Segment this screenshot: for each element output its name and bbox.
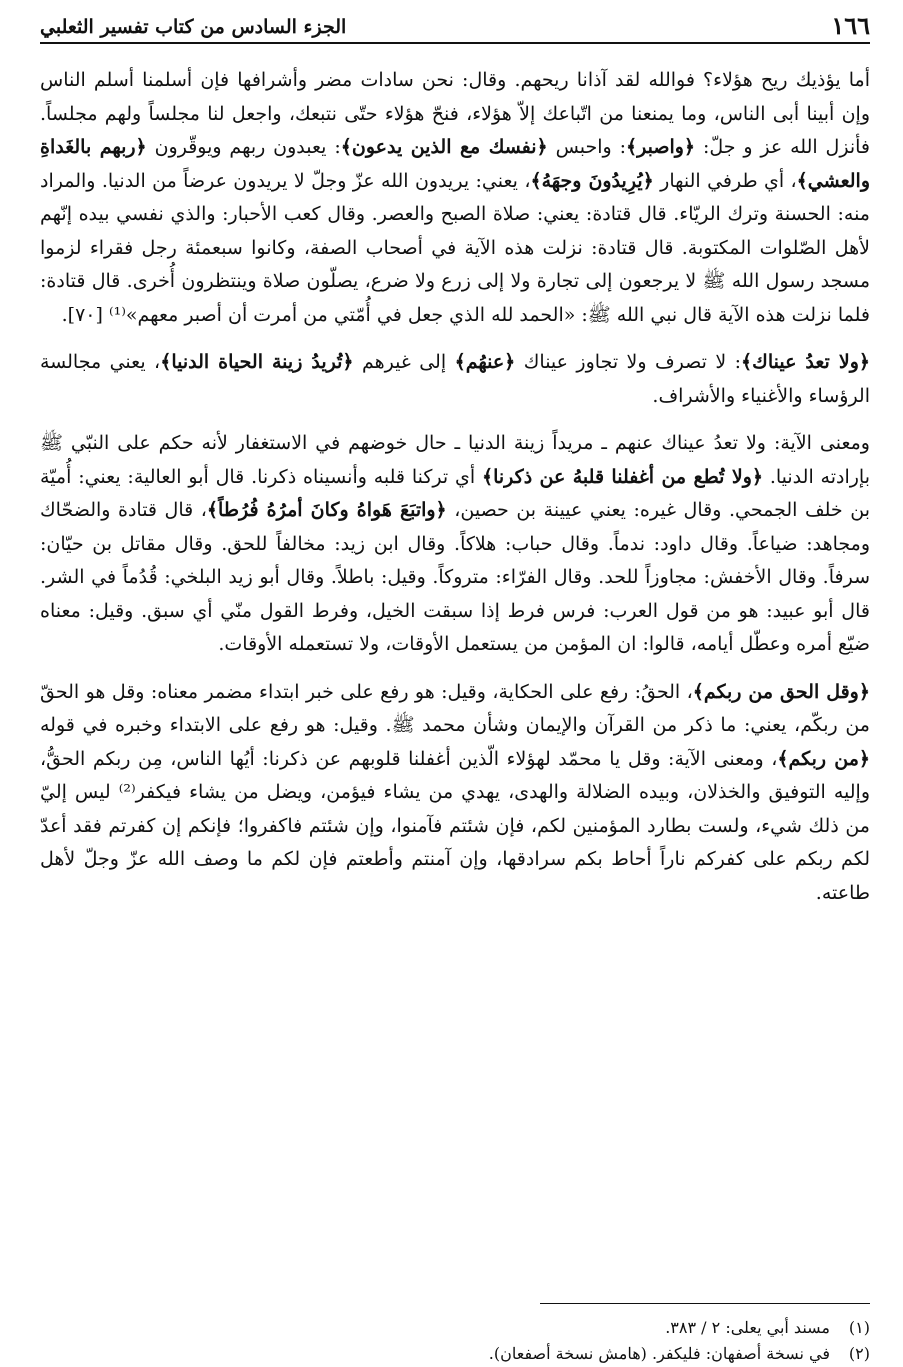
quran-quote: ﴿وقل الحق من ربكم﴾ xyxy=(692,680,870,703)
commentary-text: ، أي طرفي النهار xyxy=(653,169,797,192)
footnote xyxy=(40,1315,870,1341)
quran-quote: ﴿ربهم بالغَداةِ والعشي﴾ xyxy=(40,136,870,192)
running-header xyxy=(40,6,870,40)
commentary-text: أما يؤذيك ريح هؤلاء؟ فوالله لقد آذانا ريحهم. وقال: نحن سادات مضر وأشرافها فإن أسلمنا أسلم الناس وإن أبينا أبى الناس، وما يمنعنا من اتّباعك إلاّ هؤلاء، فنحّ هؤلاء حتّى نتبعك، واجعل لنا مجلساً ولهم مجلساً. فأنزل الله عز و جلّ: xyxy=(40,69,870,158)
quran-quote: ﴿تُريدُ زينة الحياة الدنيا﴾ xyxy=(160,351,354,373)
quran-quote: ﴿يُرِيدُونَ وجهَهُ﴾ xyxy=(530,169,654,192)
commentary-text: ، يعني: يريدون الله عزّ وجلّ لا يريدون عرضاً من الدنيا. والمراد منه: الحسنة وترك الريّاء. قال قتادة: يعني: صلاة الصبح والعصر. وقال كعب الأحبار: والذي نفسي بيده إنّهم لأهل الصّلوات المكتوبة. قال قتادة: نزلت هذه الآية في أصحاب الصفة، وكانوا سبعمئة رجل فقراء لزموا مسجد رسول الله ﷺ لا يرجعون إلى تجارة ولا إلى زرع ولا ضرع، يصلّون صلاة وينتظرون أُخرى. قال قتادة: فلما نزلت هذه الآية قال نبي الله ﷺ: «الحمد لله الذي جعل في أُمّتي من أمرت أن أصبر معهم»⁽¹⁾ [٧٠]. xyxy=(40,169,870,326)
quran-quote: ﴿من ربكم﴾ xyxy=(777,747,871,770)
paragraph xyxy=(40,346,870,413)
commentary-text: ، قال قتادة والضحّاك ومجاهد: ضياعاً. وقال داود: ندماً. وقال حباب: هلاكاً. وقال ابن زيد: مخالفاً للحق. وقال مقاتل بن حيّان: سرفاً. وقال الأخفش: مجاوزاً للحد. وقال الفرّاء: متروكاً. وقيل: باطلاً. وقال أبو زيد البلخي: قُدُماً في الشر. قال أبو عبيد: هو من قول العرب: فرس فرط إذا سبقت الخيل، وفرط القول منّي أي سبق. وقيل: معناه ضيّع أمره وعطّل أيامه، قالوا: ان المؤمن من يستعمل الأوقات، ولا تستعمله الأوقات. xyxy=(40,499,870,655)
header-rule xyxy=(40,42,870,44)
quran-quote: ﴿واتبَعَ هَواهُ وكانَ أمرُهُ فُرُطاً﴾ xyxy=(206,499,447,521)
running-title: الجزء السادس من كتاب تفسير الثعلبي xyxy=(40,16,347,38)
paragraph xyxy=(40,64,870,332)
quran-quote: ﴿واصبر﴾ xyxy=(626,136,696,158)
paragraph xyxy=(40,427,870,662)
quran-quote: ﴿نفسك مع الذين يدعون﴾ xyxy=(340,136,548,158)
footnote-text: في نسخة أصفهان: فليكفر. (هامش نسخة أصفعان). xyxy=(488,1344,830,1363)
book-page xyxy=(40,0,870,1363)
commentary-text: : لا تصرف ولا تجاوز عيناك xyxy=(515,351,742,373)
quran-quote: ﴿ولا تُطع من أغفلنا قلبهُ عن ذكرنا﴾ xyxy=(481,465,764,488)
commentary-text: ومعنى الآية: ولا تعدُ عيناك عنهم ـ مريداً زينة الدنيا ـ حال خوضهم في الاستغفار لأنه حكم على النبّي ﷺ بإرادته الدنيا. xyxy=(40,432,871,488)
commentary-text: إلى غيرهم xyxy=(353,351,455,373)
page-number: ١٦٦ xyxy=(831,11,870,40)
commentary-text: : يعبدون ربهم ويوقّرون xyxy=(146,136,341,158)
paragraph xyxy=(40,676,870,911)
quran-quote: ﴿عنهُم﴾ xyxy=(454,351,516,373)
footnotes xyxy=(40,1315,870,1367)
commentary-text: : واحبس xyxy=(547,136,626,158)
quran-quote: ﴿ولا تعدُ عيناك﴾ xyxy=(741,351,870,373)
footnote-number: (١) xyxy=(848,1318,870,1337)
footnotes-separator xyxy=(540,1303,870,1304)
commentary-text: ، الحقُ: رفع على الحكاية، وقيل: هو رفع على خبر ابتداء مضمر معناه: وقل هو الحقّ من ربكّم، يعني: ما ذكر من القرآن والإيمان وشأن محمد ﷺ. وقيل: هو رفع على الابتداء وخبره في قوله xyxy=(40,680,870,736)
footnote-number: (٢) xyxy=(848,1344,870,1363)
footnote xyxy=(40,1341,870,1367)
commentary-text: ، ومعنى الآية: وقل يا محمّد لهؤلاء الّذين أغفلنا قلوبهم عن ذكرنا: أيُها الناس، مِن ربكم الحقُّ، وإليه التوفيق والخذلان، وبيده الضلالة والهدى، يهدي من يشاء فيؤمن، ويضل من يشاء فيكفر⁽²⁾ ليس إليّ من ذلك شيء، ولست بطارد المؤمنين لكم، فإن شئتم فآمنوا، وإن شئتم فاكفروا؛ فإنكم إن كفرتم فقد أعدّ لكم ربكم على كفركم ناراً أحاط بكم سرادقها، وإن آمنتم وأطعتم فإن لكم ما وصف الله عزّ وجلّ لأهل طاعته. xyxy=(40,747,870,904)
commentary-text: أي تركنا قلبه وأنسيناه ذكرنا. قال أبو العالية: يعني: أُميّة بن خلف الجمحي. وقال غيره: يعني عيينة بن حصين، xyxy=(40,465,870,521)
commentary-text: ، يعني مجالسة الرؤساء والأغنياء والأشراف. xyxy=(40,351,870,407)
body-text xyxy=(40,64,870,910)
footnote-text: مسند أبي يعلى: ٢ / ٣٨٣. xyxy=(665,1318,830,1337)
